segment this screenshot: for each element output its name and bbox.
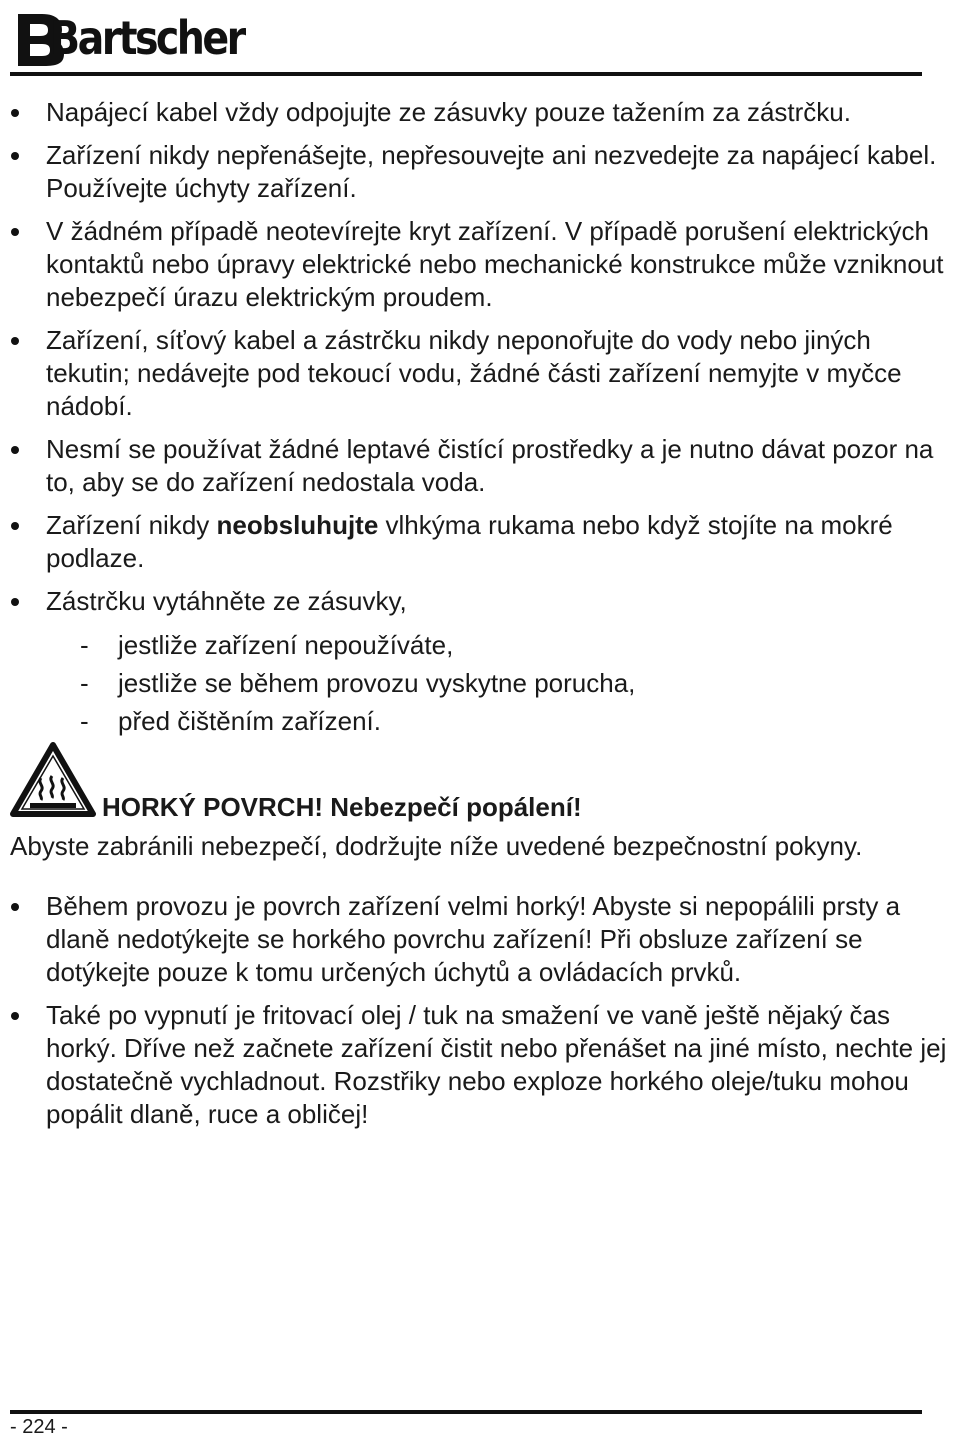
list-item: - jestliže zařízení nepoužíváte, bbox=[80, 630, 454, 660]
unplug-conditions bbox=[0, 626, 635, 740]
hot-surface-warning-icon bbox=[10, 742, 96, 818]
list-item: Také po vypnutí je fritovací olej / tuk na smažení ve vaně ještě nějaký čas horký. Dříve než začnete zařízení čistit nebo přenášet na jiné místo, nechte jej dostatečně vychladnout. Rozstřiky nebo exploze horkého oleje/tuku mohou popálit dlaně, ruce a obličej! bbox=[0, 999, 960, 1131]
bullet-icon bbox=[11, 337, 19, 345]
bullet-icon bbox=[11, 446, 19, 454]
page-number: - 224 - bbox=[10, 1416, 68, 1438]
emphasis: neobsluhujte bbox=[216, 510, 379, 540]
list-item: Zařízení nikdy neobsluhujte vlhkýma rukama nebo když stojíte na mokré podlaze. bbox=[0, 509, 960, 575]
bullet-icon bbox=[11, 109, 19, 117]
list-item: Během provozu je povrch zařízení velmi horký! Abyste si nepopálili prsty a dlaně nedotýkejte se horkého povrchu zařízení! Při obsluze zařízení se dotýkejte pouze k tomu určených úchytů a ovládacích prvků. bbox=[0, 890, 960, 989]
bullet-icon bbox=[11, 903, 19, 911]
bullet-icon bbox=[11, 152, 19, 160]
hot-surface-list bbox=[0, 890, 960, 1141]
list-item: Zařízení, síťový kabel a zástrčku nikdy neponořujte do vody nebo jiných tekutin; nedávejte pod tekoucí vodu, žádné části zařízení nemyjte v myčce nádobí. bbox=[0, 324, 960, 423]
list-item: - před čištěním zařízení. bbox=[80, 706, 381, 736]
bullet-icon bbox=[11, 522, 19, 530]
list-item: Zástrčku vytáhněte ze zásuvky, bbox=[0, 585, 960, 618]
list-item: Nesmí se používat žádné leptavé čistící prostředky a je nutno dávat pozor na to, aby se do zařízení nedostala voda. bbox=[0, 433, 960, 499]
warning-title: HORKÝ POVRCH! Nebezpečí popálení! bbox=[102, 792, 582, 822]
bullet-icon bbox=[11, 598, 19, 606]
list-item: Zařízení nikdy nepřenášejte, nepřesouvejte ani nezvedejte za napájecí kabel. Používejte úchyty zařízení. bbox=[0, 139, 960, 205]
brand-logo bbox=[12, 4, 244, 68]
list-item: V žádném případě neotevírejte kryt zařízení. V případě porušení elektrických kontaktů nebo úpravy elektrické nebo mechanické konstrukce může vzniknout nebezpečí úrazu elektrickým proudem. bbox=[0, 215, 960, 314]
list-item: Napájecí kabel vždy odpojujte ze zásuvky pouze tažením za zástrčku. bbox=[0, 96, 960, 129]
footer-rule bbox=[10, 1410, 922, 1414]
header-rule bbox=[10, 72, 922, 76]
warning-intro: Abyste zabránili nebezpečí, dodržujte níže uvedené bezpečnostní pokyny. bbox=[10, 831, 863, 861]
bullet-icon bbox=[11, 1012, 19, 1020]
bullet-icon bbox=[11, 228, 19, 236]
brand-name: Bartscher bbox=[50, 11, 244, 65]
safety-list bbox=[0, 96, 960, 628]
list-item: - jestliže se během provozu vyskytne porucha, bbox=[80, 668, 636, 698]
